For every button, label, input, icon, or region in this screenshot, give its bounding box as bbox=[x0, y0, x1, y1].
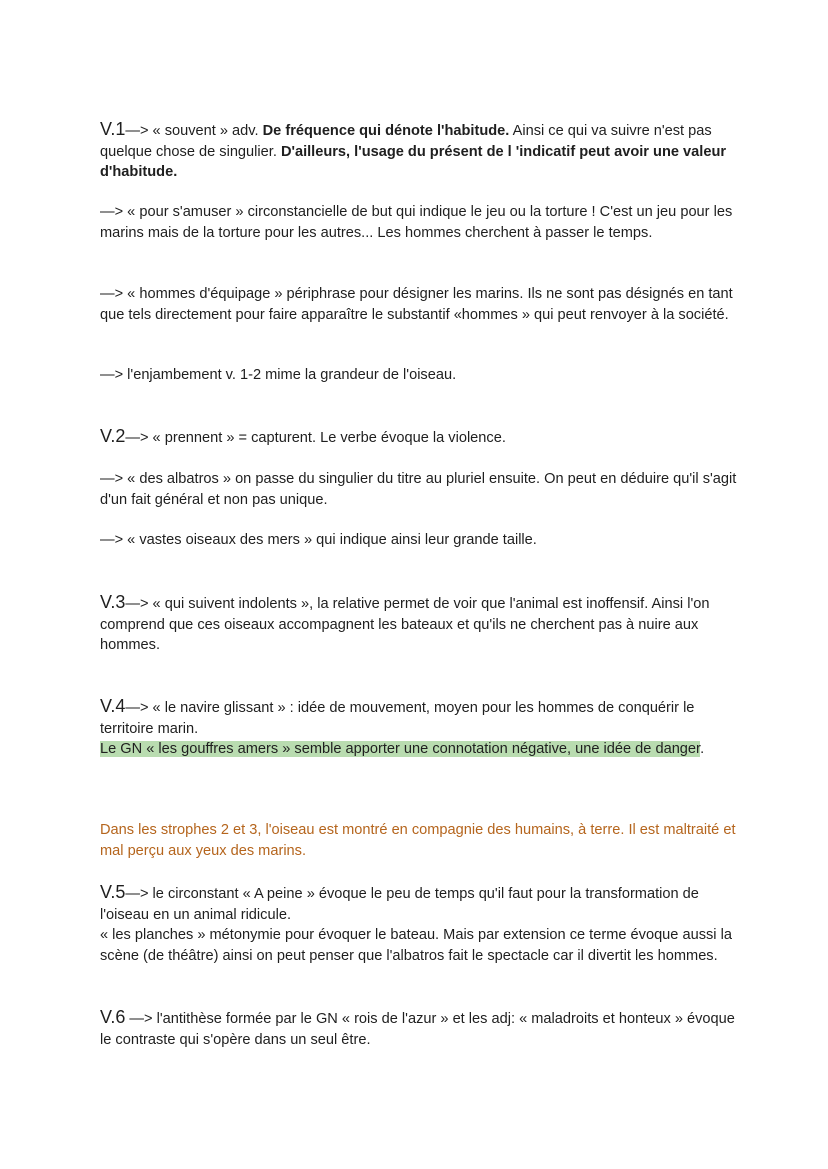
v2-note-oiseaux: —> « vastes oiseaux des mers » qui indique ainsi leur grande taille. bbox=[100, 532, 537, 548]
v5-label: V.5 bbox=[100, 882, 126, 902]
v1-text-a: —> « souvent » adv. bbox=[125, 123, 263, 139]
v6-text: —> l'antithèse formée par le GN « rois de l'azur » et les adj: « maladroits et honteux » évoque le contraste qui s'opère dans un seul être. bbox=[100, 1011, 735, 1048]
v2-paragraph bbox=[100, 426, 740, 449]
v4-highlighted-text: Le GN « les gouffres amers » semble apporter une connotation négative, une idée de danger bbox=[100, 741, 701, 758]
v3-label: V.3 bbox=[100, 592, 126, 612]
v1-bold-a: De fréquence qui dénote l'habitude. bbox=[262, 123, 510, 139]
v3-text: —> « qui suivent indolents », la relative permet de voir que l'animal est inoffensif. Ainsi l'on comprend que ces oiseaux accompagnent les bateaux et qu'ils ne cherchent pas à nuire aux hommes. bbox=[100, 596, 710, 654]
v5-paragraph bbox=[100, 882, 740, 966]
v1-text-c: Ainsi ce qui va suivre n'est pas quelque chose de singulier. bbox=[100, 123, 712, 160]
v4-label: V.4 bbox=[100, 696, 126, 716]
v5-planches: « les planches » métonymie pour évoquer le bateau. Mais par extension ce terme évoque aussi la scène (de théâtre) ainsi on peut penser que l'albatros fait le spectacle car il divertit les hommes. bbox=[100, 927, 732, 964]
v3-paragraph bbox=[100, 592, 740, 656]
v1-note-enjambement: —> l'enjambement v. 1-2 mime la grandeur de l'oiseau. bbox=[100, 367, 457, 383]
v4-text: —> « le navire glissant » : idée de mouvement, moyen pour les hommes de conquérir le territoire marin. bbox=[100, 700, 695, 737]
strophes-note: Dans les strophes 2 et 3, l'oiseau est montré en compagnie des humains, à terre. Il est maltraité et mal perçu aux yeux des marins. bbox=[100, 822, 736, 859]
v4-end: . bbox=[700, 741, 705, 758]
v2-text: —> « prennent » = capturent. Le verbe évoque la violence. bbox=[125, 430, 506, 446]
v5-text: —> le circonstant « A peine » évoque le peu de temps qu'il faut pour la transformation de l'oiseau en un animal ridicule. bbox=[100, 886, 699, 923]
v1-bold-d: D'ailleurs, l'usage du présent de l 'indicatif peut avoir une valeur d'habitude. bbox=[100, 143, 727, 181]
v2-label: V.2 bbox=[100, 426, 126, 446]
v1-label: V.1 bbox=[100, 119, 126, 139]
v6-paragraph bbox=[100, 1007, 740, 1050]
v6-label: V.6 bbox=[100, 1007, 126, 1027]
v2-note-albatros: —> « des albatros » on passe du singulier du titre au pluriel ensuite. On peut en déduire qu'il s'agit d'un fait général et non pas unique. bbox=[100, 471, 737, 508]
v1-note-amuser: —> « pour s'amuser » circonstancielle de but qui indique le jeu ou la torture ! C'est un jeu pour les marins mais de la torture pour les autres... Les hommes cherchent à passer le temps. bbox=[100, 204, 733, 241]
v1-paragraph bbox=[100, 119, 740, 183]
v1-note-equipage: —> « hommes d'équipage » périphrase pour désigner les marins. Ils ne sont pas désignés en tant que tels directement pour faire apparaître le substantif «hommes » qui peut renvoyer à la société. bbox=[100, 286, 733, 323]
v4-paragraph bbox=[100, 696, 740, 760]
